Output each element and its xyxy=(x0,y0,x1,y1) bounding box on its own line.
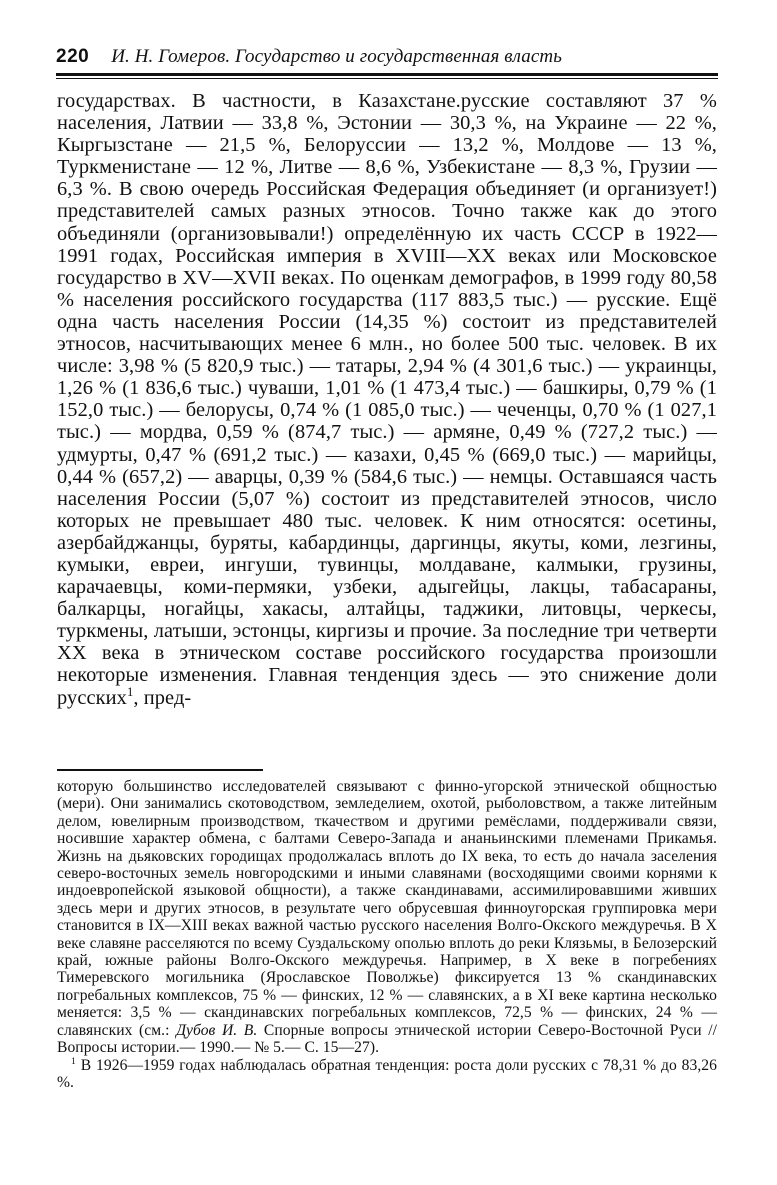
main-paragraph xyxy=(57,90,717,709)
page-header xyxy=(56,46,718,72)
main-text-part1: государствах. В частности, в Казахстане.русские составляют 37 % населения, Латвии — 33,8 %, Эстонии — 30,3 %, на Украине — 22 %, Кыргызстане — 21,5 %, Белоруссии — 13,2 %, Молдове — 13 %, Туркменистане — 12 %, Литве — 8,6 %, Узбекистане — 8,3 %, Грузии — 6,3 %. В свою очередь Российская Федерация объединяет (и организует!) представителей самых разных этносов. Точно также как до этого объединяли (организовывали!) определённую их часть СССР в 1922—1991 годах, Российская империя в XVIII—XX веках или Московское государство в XV—XVII веках. По оценкам демографов, в 1999 году 80,58 % населения российского государства (117 883,5 тыс.) — русские. Ещё одна часть населения России (14,35 %) состоит из представителей этносов, насчитывающих менее 6 млн., но более 500 тыс. человек. В их числе: 3,98 % (5 820,9 тыс.) — татары, 2,94 % (4 301,6 тыс.) — украинцы, 1,26 % (1 836,6 тыс.) чуваши, 1,01 % (1 473,4 тыс.) — башкиры, 0,79 % (1 152,0 тыс.) — белорусы, 0,74 % (1 085,0 тыс.) — чеченцы, 0,70 % (1 027,1 тыс.) — мордва, 0,59 % (874,7 тыс.) — армяне, 0,49 % (727,2 тыс.) — удмурты, 0,47 % (691,2 тыс.) — казахи, 0,45 % (669,0 тыс.) — марийцы, 0,44 % (657,2) — аварцы, 0,39 % (584,6 тыс.) — немцы. Оставшаяся часть населения России (5,07 %) состоит из представителей этносов, число которых не превышает 480 тыс. человек. К ним относятся: осетины, азербайджанцы, буряты, кабардинцы, даргинцы, якуты, коми, лезгины, кумыки, евреи, ингуши, тувинцы, молдаване, калмыки, грузины, карачаевцы, коми-пермяки, узбеки, адыгейцы, лакцы, табасараны, балкарцы, ногайцы, хакасы, алтайцы, таджики, литовцы, черкесы, туркмены, латыши, эстонцы, киргизы и прочие. За последние три четверти XX века в этническом составе российского государства произошли некоторые изменения. Главная тенденция здесь — это снижение доли русских xyxy=(57,90,717,709)
main-text-part2: , пред- xyxy=(133,686,192,709)
footnote-continuation: которую большинство исследователей связывают с финно-угорской этнической общностью (мери). Они занимались скотоводством, земледелием, охотой, рыболовством, а также литейным делом, ювелирным производством, ткачеством и другими ремёслами, поддерживали связи, носившие характер обмена, с балтами Северо-Запада и ананьинскими племенами Прикамья. Жизнь на дьяковских городищах продолжалась вплоть до IX века, то есть до начала заселения северо-восточных земель новгородскими и иными славянами (восходящими своими корнями к индоевропейской языковой общности), а также скандинавами, ассимилировавшими живших здесь мери и других этносов, в результате чего обрусевшая финноугорская группировка мери становится в IX—XIII веках важной частью русского населения Волго-Окского междуречья. В X веке славяне расселяются по всему Суздальскому ополью вплоть до реки Клязьмы, в Белозерский край, южные районы Волго-Окского междуречья. Например, в X веке в погребениях Тимеревского могильника (Ярославское Поволжье) фиксируется 13 % скандинавских погребальных комплексов, 75 % — финских, 12 % — славянских, а в XI веке картина несколько меняется: 3,5 % — скандинавских погребальных комплексов, 72,5 % — финских, 24 % — славянских (см.: Дубов И. В. Спорные вопросы этнической истории Северо-Восточной Руси // Вопросы истории.— 1990.— № 5.— С. 15—27). xyxy=(57,778,717,1057)
footnote-1 xyxy=(57,1057,717,1092)
footnote-separator xyxy=(57,769,263,771)
header-rule-thick xyxy=(56,73,718,76)
footnotes xyxy=(57,778,717,1091)
footnote-1-text: В 1926—1959 годах наблюдалась обратная тенденция: роста доли русских с 78,31 % до 83,26 %. xyxy=(57,1056,717,1091)
running-head: И. Н. Гомеров. Государство и государственная власть xyxy=(111,46,562,67)
header-rule-thin xyxy=(56,78,718,79)
main-text xyxy=(57,90,717,709)
citation-rest: Спорные вопросы этнической истории Северо-Восточной Руси // Вопросы истории.— 1990.— № 5.— С. 15—27). xyxy=(57,1021,717,1057)
footnote-ref: 1 xyxy=(126,684,134,699)
citation-author: Дубов И. В. xyxy=(176,1021,258,1039)
footnote-1-marker: 1 xyxy=(71,1055,76,1067)
page-number: 220 xyxy=(56,46,90,67)
